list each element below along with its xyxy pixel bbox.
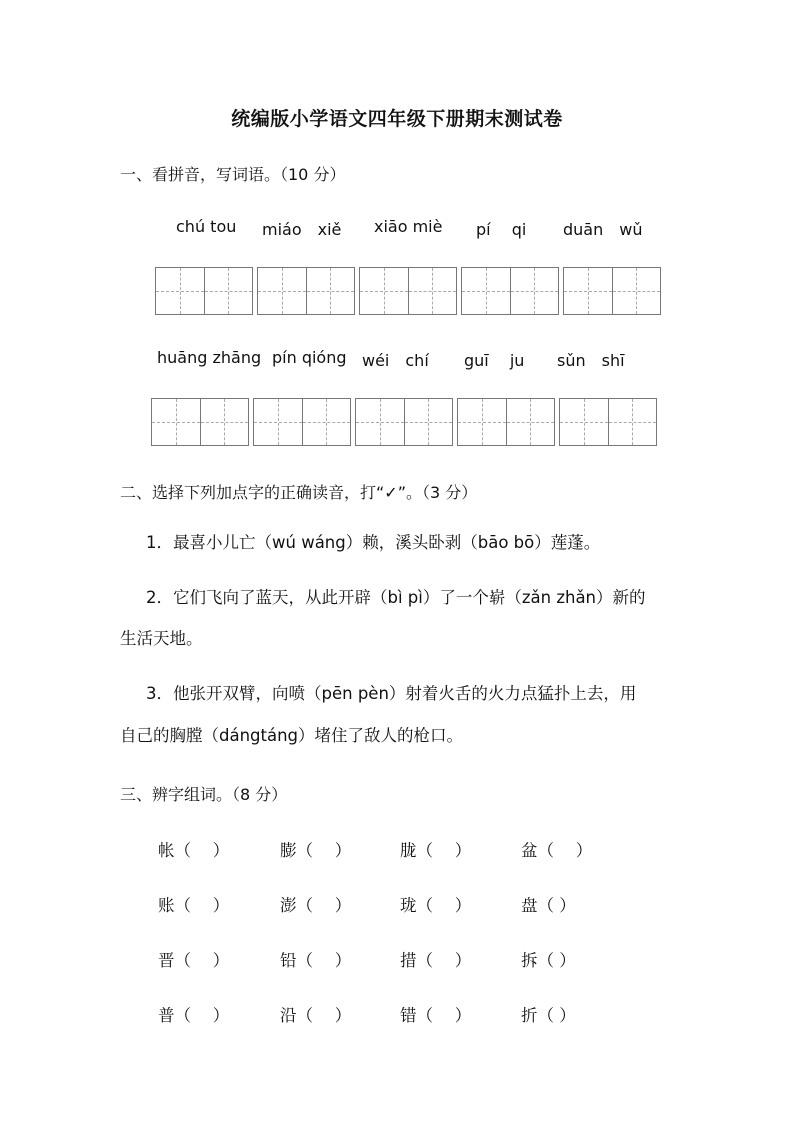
word-pair-item: 膨（ ）: [280, 841, 352, 860]
pinyin-2-5: sǔn shī: [557, 351, 625, 370]
answer-box[interactable]: [257, 267, 355, 315]
answer-box[interactable]: [359, 267, 457, 315]
section-1-heading: 一、看拼音，写词语。（10 分）: [120, 165, 346, 184]
word-pair-item: 胧（ ）: [400, 841, 472, 860]
pinyin-2-4: guī ju: [464, 351, 525, 370]
word-pair-item: 账（ ）: [158, 896, 230, 915]
page-title: 统编版小学语文四年级下册期末测试卷: [231, 108, 563, 130]
answer-box[interactable]: [253, 398, 351, 446]
word-pair-item: 普（ ）: [158, 1006, 230, 1025]
word-pair-item: 措（ ）: [400, 951, 472, 970]
answer-box[interactable]: [151, 398, 249, 446]
pinyin-1-2: miáo xiě: [262, 220, 342, 239]
pinyin-1-4: pí qi: [476, 220, 527, 239]
pinyin-1-5: duān wǔ: [563, 220, 643, 239]
question-2-3-line-1: 3．他张开双臂，向喷（pēn pèn）射着火舌的火力点猛扑上去，用: [146, 684, 637, 703]
answer-box[interactable]: [461, 267, 559, 315]
word-pair-item: 铅（ ）: [280, 951, 352, 970]
section-2-heading: 二、选择下列加点字的正确读音，打“✓”。（3 分）: [120, 483, 478, 502]
word-pair-item: 澎（ ）: [280, 896, 352, 915]
word-pair-item: 错（ ）: [400, 1006, 472, 1025]
word-pair-item: 晋（ ）: [158, 951, 230, 970]
pinyin-1-3: xiāo miè: [374, 217, 443, 236]
pinyin-2-1: huāng zhāng: [157, 348, 262, 367]
pinyin-2-2: pín qióng: [272, 348, 347, 367]
question-2-2-line-2: 生活天地。: [120, 629, 203, 648]
word-pair-item: 拆（ ）: [521, 951, 576, 970]
word-pair-item: 折（ ）: [521, 1006, 576, 1025]
word-pair-item: 盆（ ）: [521, 841, 593, 860]
answer-box[interactable]: [155, 267, 253, 315]
answer-box[interactable]: [457, 398, 555, 446]
answer-box[interactable]: [559, 398, 657, 446]
word-pair-item: 盘（ ）: [521, 896, 576, 915]
word-pair-item: 珑（ ）: [400, 896, 472, 915]
word-pair-item: 帐（ ）: [158, 841, 230, 860]
question-2-3-line-2: 自己的胸膛（dángtáng）堵住了敌人的枪口。: [120, 726, 464, 745]
question-2-2-line-1: 2．它们飞向了蓝天，从此开辟（bì pì）了一个崭（zǎn zhǎn）新的: [146, 588, 646, 607]
pinyin-1-1: chú tou: [176, 217, 237, 236]
section-3-heading: 三、辨字组词。（8 分）: [120, 785, 288, 804]
word-pair-item: 沿（ ）: [280, 1006, 352, 1025]
question-2-1: 1．最喜小儿亡（wú wáng）赖，溪头卧剥（bāo bō）莲蓬。: [146, 533, 601, 552]
pinyin-2-3: wéi chí: [362, 351, 429, 370]
answer-box[interactable]: [563, 267, 661, 315]
answer-box[interactable]: [355, 398, 453, 446]
